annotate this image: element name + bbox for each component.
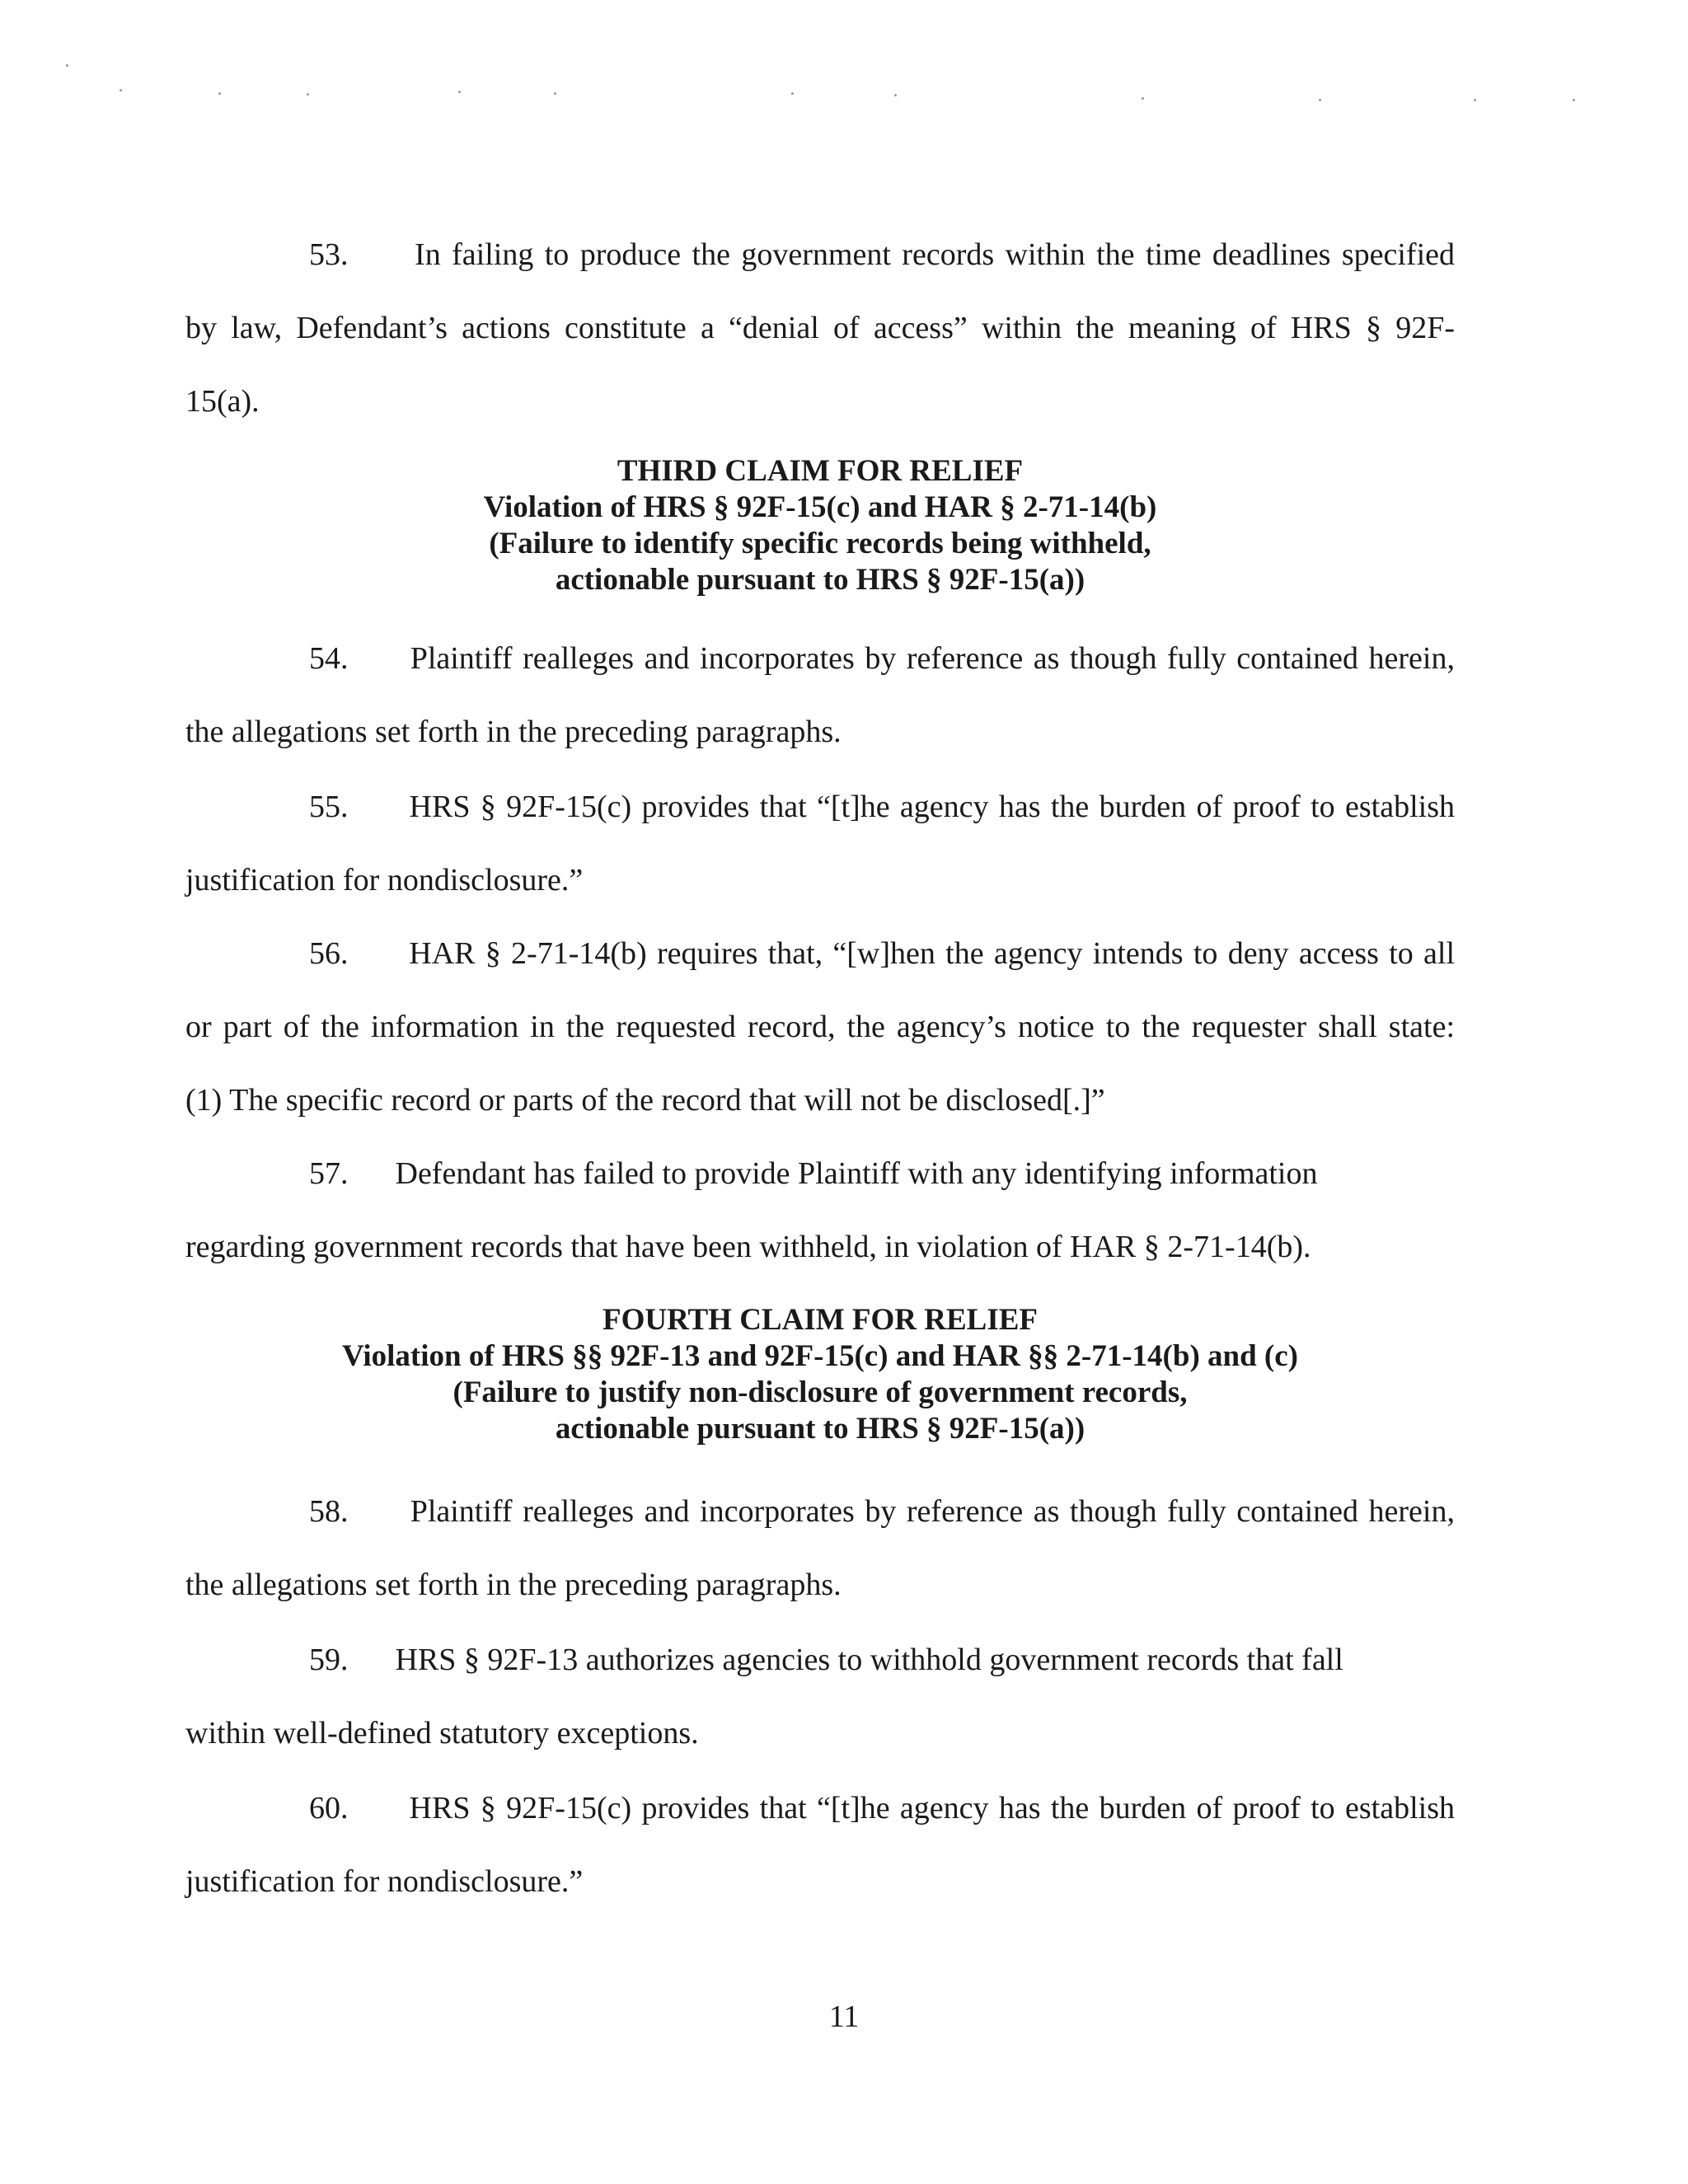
paragraph-text: regarding government records that have been withheld, in violation of HAR § 2-71-14(b). (185, 1230, 1311, 1264)
paragraph-text: the allegations set forth in the preceding paragraphs. (185, 715, 842, 749)
paragraph-text: within well-defined statutory exceptions. (185, 1716, 699, 1750)
scan-speck (1319, 99, 1321, 101)
scan-speck (120, 89, 122, 91)
scan-speck (1573, 99, 1575, 101)
paragraph-text: by law, Defendant’s actions constitute a “denial of access” within the meaning of HRS § 92F- (185, 311, 1455, 345)
paragraph-number: 59. (309, 1643, 349, 1677)
paragraph-text: HAR § 2-71-14(b) requires that, “[w]hen the agency intends to deny access to all (409, 936, 1456, 971)
paragraph-text: the allegations set forth in the preceding paragraphs. (185, 1568, 842, 1602)
paragraph-text: HRS § 92F-15(c) provides that “[t]he agency has the burden of proof to establish (409, 790, 1456, 824)
paragraph-57 (185, 1137, 1455, 1284)
paragraph-text: justification for nondisclosure.” (185, 863, 584, 898)
scan-speck (307, 93, 309, 96)
paragraph-number: 54. (309, 641, 349, 676)
paragraph-number: 58. (309, 1494, 349, 1529)
claim-description: actionable pursuant to HRS § 92F-15(a)) (555, 563, 1085, 597)
claim-description: (Failure to justify non-disclosure of government records, (452, 1376, 1188, 1409)
scan-speck (218, 92, 221, 95)
scan-speck (894, 94, 897, 96)
paragraph-text: HRS § 92F-13 authorizes agencies to withhold government records that fall (395, 1643, 1343, 1677)
claim-title: FOURTH CLAIM FOR RELIEF (602, 1303, 1039, 1337)
scan-speck (458, 91, 461, 93)
page-number: 11 (828, 1999, 860, 2034)
paragraph-56 (185, 917, 1455, 1137)
paragraph-first-line (185, 1772, 1455, 1845)
claim-description: actionable pursuant to HRS § 92F-15(a)) (555, 1412, 1085, 1446)
paragraph-text: Plaintiff realleges and incorporates by reference as though fully contained herein, (410, 641, 1455, 676)
scan-speck (791, 92, 794, 95)
paragraph-first-line (185, 917, 1455, 991)
paragraph-59 (185, 1624, 1455, 1770)
paragraph-number: 56. (309, 936, 349, 971)
paragraph-first-line (185, 1475, 1455, 1549)
claim-subtitle: Violation of HRS §§ 92F-13 and 92F-15(c) and HAR §§ 2-71-14(b) and (c) (341, 1339, 1298, 1373)
paragraph-text: 15(a). (185, 384, 260, 419)
paragraph-text: In failing to produce the government records within the time deadlines specified (415, 237, 1455, 272)
paragraph-60 (185, 1772, 1455, 1919)
paragraph-text: HRS § 92F-15(c) provides that “[t]he agency has the burden of proof to establish (409, 1791, 1456, 1825)
paragraph-text: (1) The specific record or parts of the record that will not be disclosed[.]” (185, 1083, 1105, 1118)
paragraph-text: Plaintiff realleges and incorporates by reference as though fully contained herein, (410, 1494, 1455, 1529)
claim-subtitle: Violation of HRS § 92F-15(c) and HAR § 2-71-14(b) (483, 490, 1157, 524)
paragraph-number: 60. (309, 1791, 349, 1825)
paragraph-number: 53. (309, 237, 349, 272)
scan-speck (554, 92, 556, 95)
scan-speck (1474, 99, 1476, 101)
paragraph-first-line (185, 771, 1455, 844)
claim-heading-third (185, 453, 1455, 598)
claim-heading-fourth (185, 1302, 1455, 1447)
paragraph-text: Defendant has failed to provide Plaintiff with any identifying information (395, 1156, 1318, 1191)
paragraph-number: 55. (309, 790, 349, 824)
paragraph-55 (185, 771, 1455, 917)
paragraph-first-line (185, 1137, 1455, 1211)
paragraph-54 (185, 622, 1455, 769)
paragraph-first-line (185, 1624, 1455, 1697)
paragraph-58 (185, 1475, 1455, 1622)
paragraph-first-line (185, 622, 1455, 696)
paragraph-first-line (185, 218, 1455, 292)
paragraph-53 (185, 218, 1455, 438)
claim-title: THIRD CLAIM FOR RELIEF (617, 454, 1024, 488)
scan-speck (66, 64, 68, 67)
claim-description: (Failure to identify specific records being withheld, (489, 527, 1151, 560)
paragraph-text: or part of the information in the requested record, the agency’s notice to the requester shall state: (185, 1010, 1455, 1044)
paragraph-text: justification for nondisclosure.” (185, 1864, 584, 1899)
paragraph-number: 57. (309, 1156, 349, 1191)
scan-speck (1142, 97, 1144, 100)
